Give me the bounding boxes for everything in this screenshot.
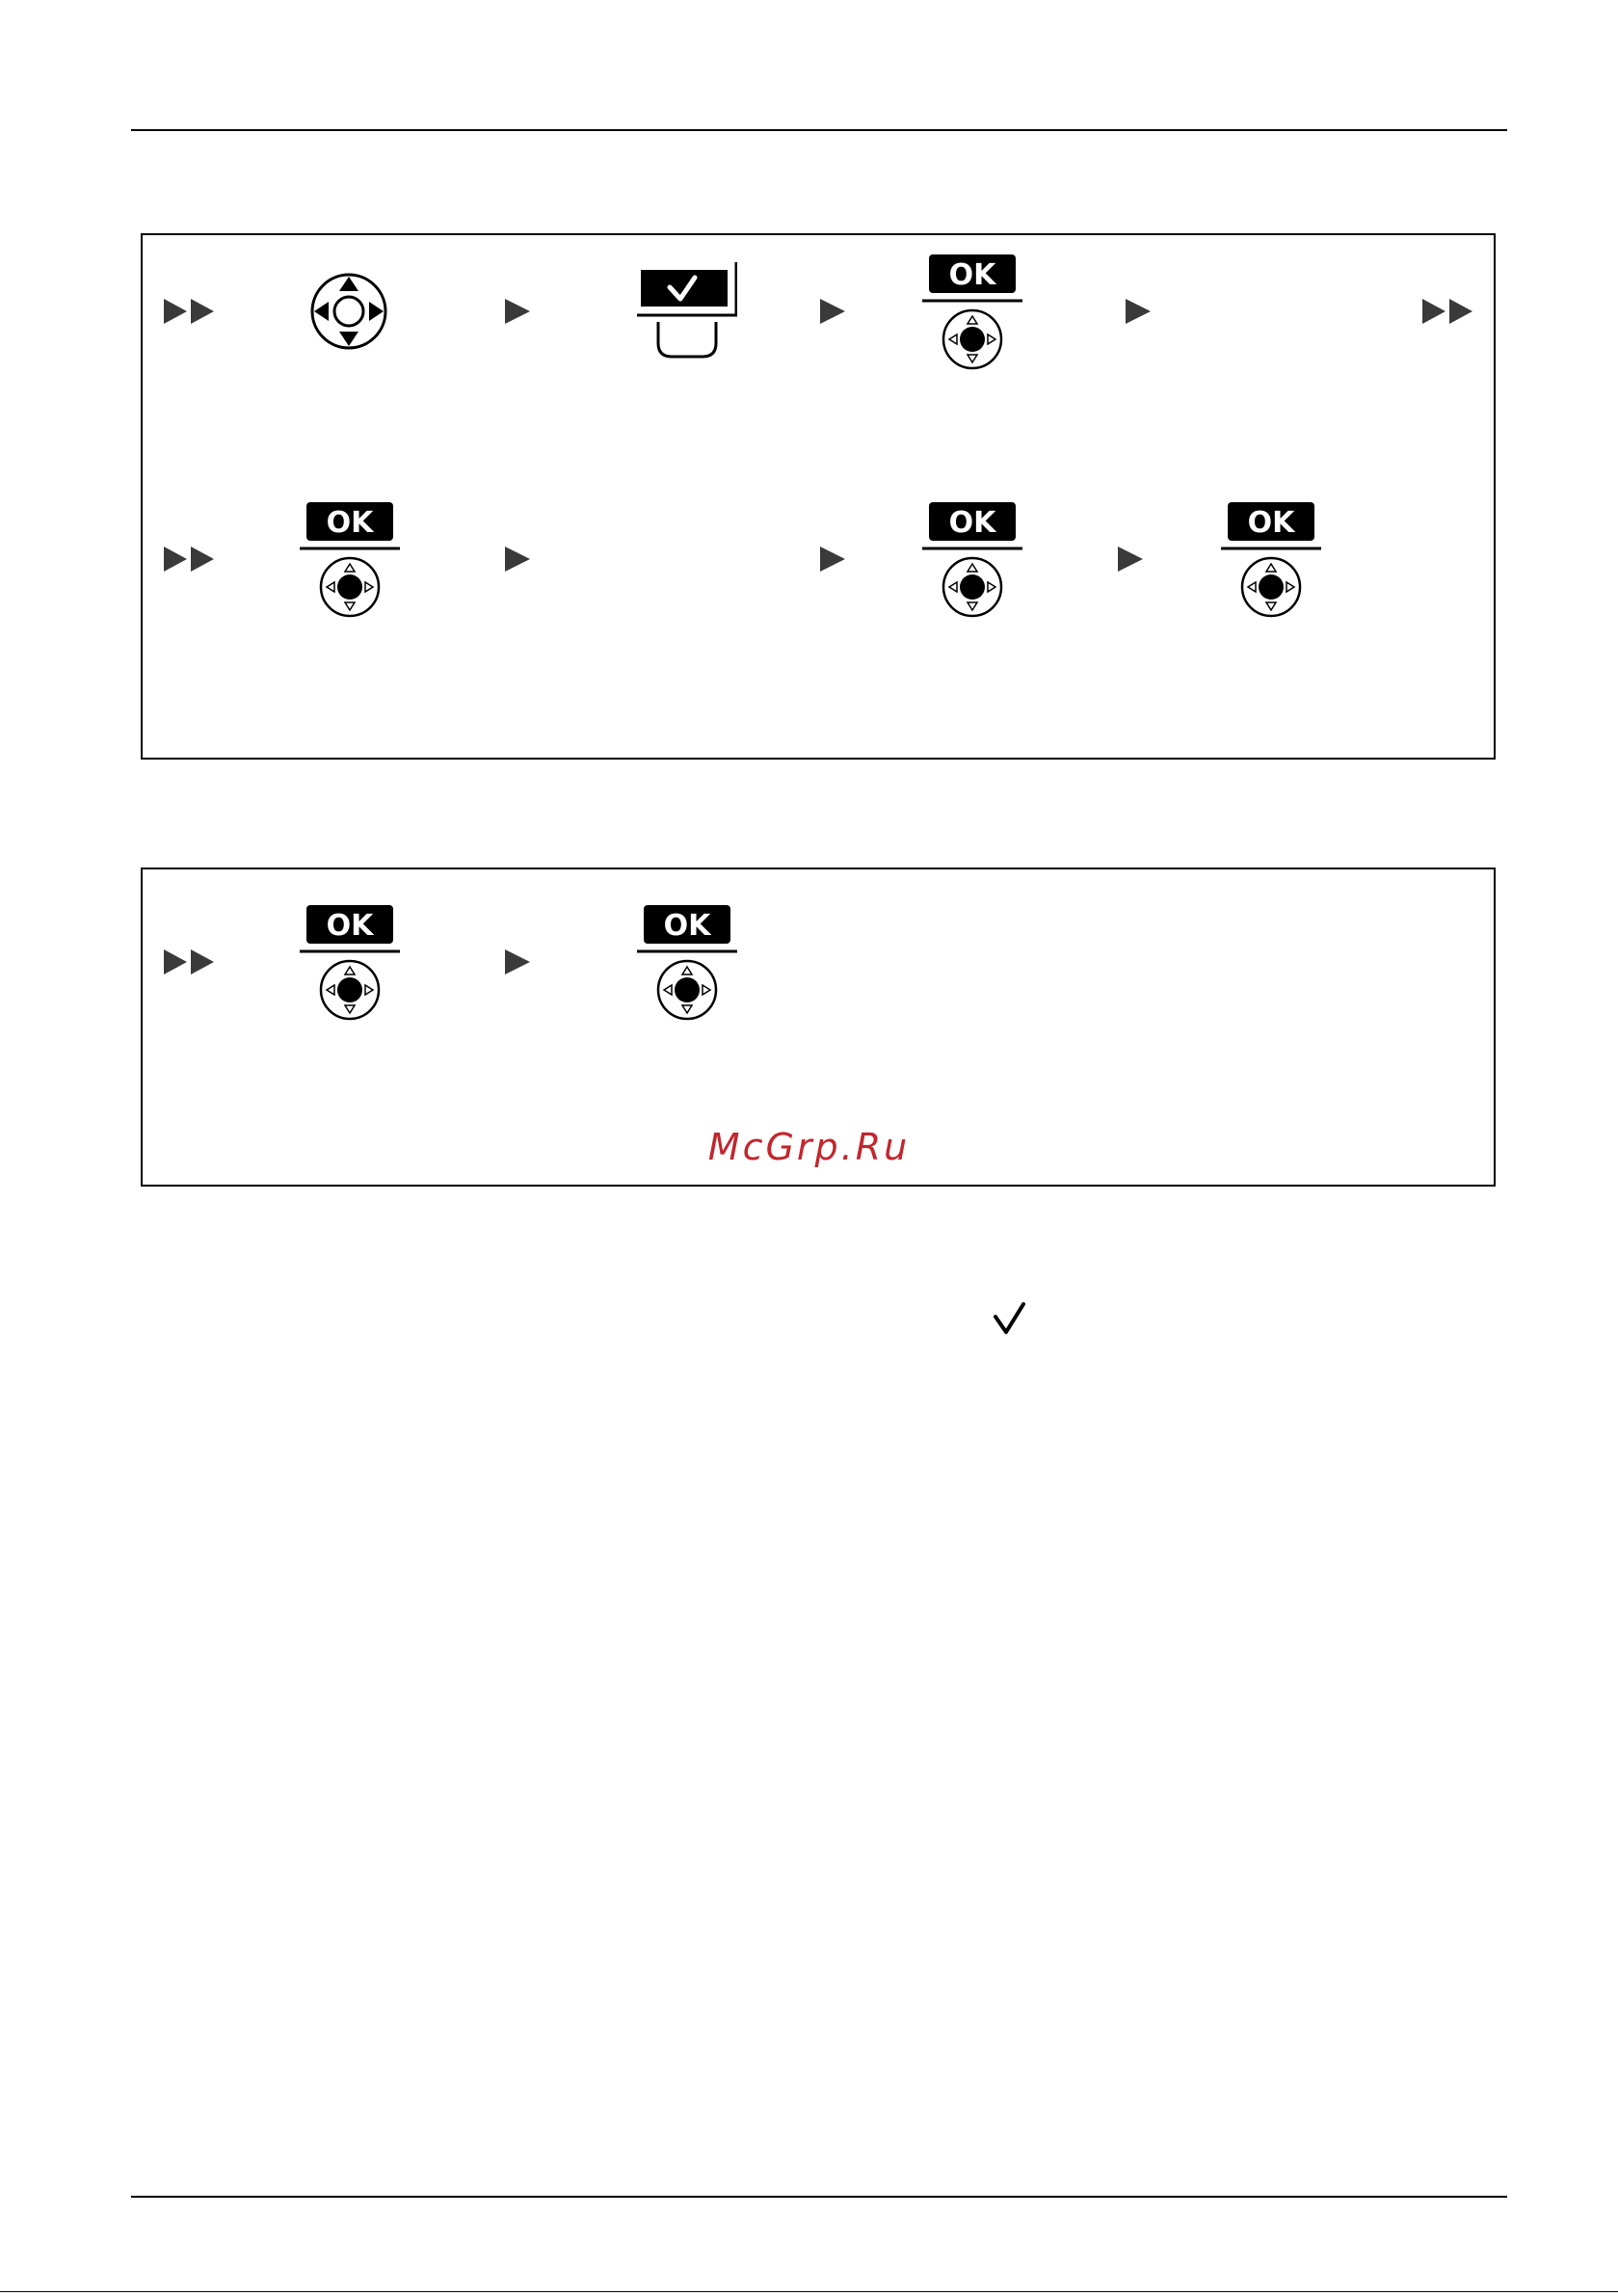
right-triangle-icon bbox=[503, 297, 532, 326]
watermark: McGrp.Ru bbox=[707, 1126, 911, 1168]
checkmark-icon bbox=[991, 1299, 1029, 1338]
ok-key-label: OK bbox=[1247, 506, 1295, 540]
ok-key-icon bbox=[922, 253, 1022, 372]
navigator-key-icon bbox=[308, 271, 389, 352]
check-soft-key-icon bbox=[637, 260, 737, 360]
ok-key-icon bbox=[300, 500, 400, 620]
right-triangle-icon bbox=[818, 297, 847, 326]
page-bottom-edge bbox=[0, 2291, 1618, 2292]
double-right-triangle-icon bbox=[1420, 297, 1478, 326]
right-triangle-icon bbox=[818, 545, 847, 574]
ok-key-icon bbox=[1221, 500, 1321, 620]
ok-key-icon bbox=[300, 903, 400, 1023]
header-rule bbox=[131, 129, 1507, 131]
right-triangle-icon bbox=[1116, 545, 1145, 574]
ok-key-label: OK bbox=[948, 258, 996, 292]
double-right-triangle-icon bbox=[162, 948, 220, 976]
ok-key-label: OK bbox=[326, 506, 374, 540]
double-right-triangle-icon bbox=[162, 297, 220, 326]
ok-key-icon bbox=[637, 903, 737, 1023]
right-triangle-icon bbox=[1124, 297, 1153, 326]
right-triangle-icon bbox=[503, 948, 532, 976]
right-triangle-icon bbox=[503, 545, 532, 574]
ok-key-label: OK bbox=[948, 506, 996, 540]
ok-key-icon bbox=[922, 500, 1022, 620]
ok-key-label: OK bbox=[663, 909, 711, 943]
footer-rule bbox=[131, 2196, 1507, 2198]
double-right-triangle-icon bbox=[162, 545, 220, 574]
ok-key-label: OK bbox=[326, 909, 374, 943]
